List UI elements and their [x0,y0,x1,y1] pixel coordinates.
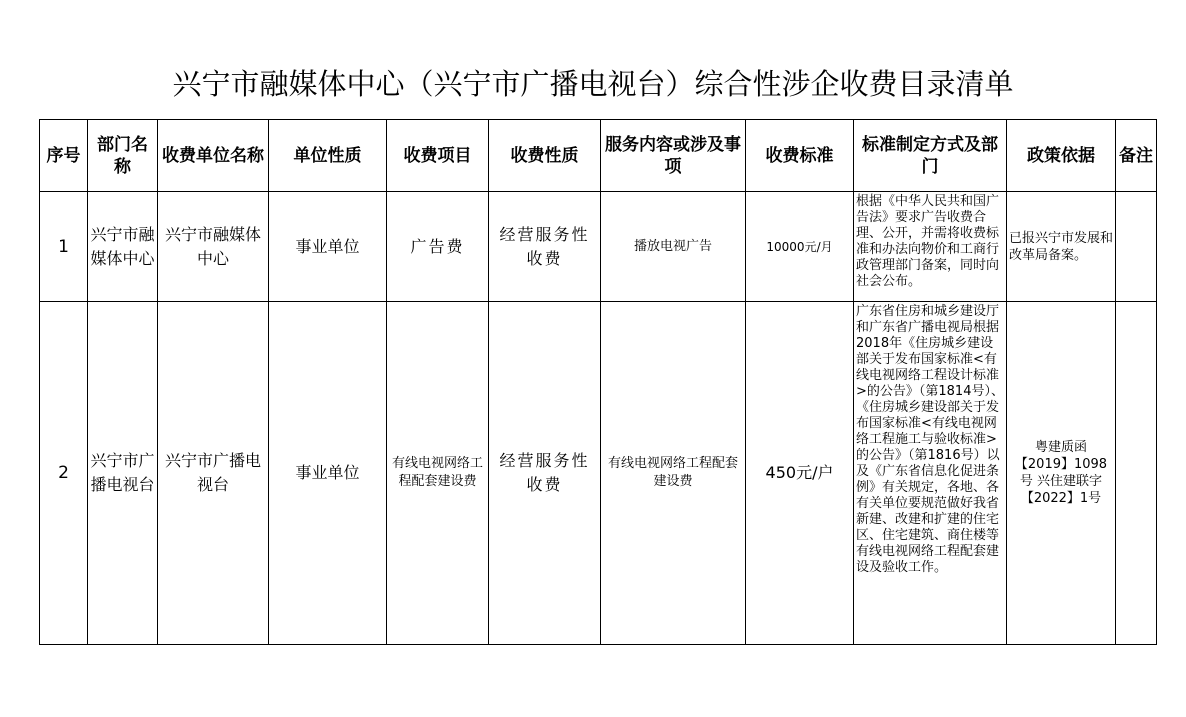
cell-nature: 事业单位 [269,192,387,302]
cell-item: 有线电视网络工程配套建设费 [387,302,489,645]
header-remark: 备注 [1116,120,1157,192]
cell-standard: 450元/户 [746,302,854,645]
table-row [40,302,1157,645]
header-unit: 收费单位名称 [158,120,269,192]
cell-unit: 兴宁市融媒体中心 [158,192,269,302]
cell-method: 广东省住房和城乡建设厅和广东省广播电视局根据2018年《住房城乡建设部关于发布国家标准<有线电视网络工程设计标准>的公告》（第1814号）、《住房城乡建设部关于发布国家标准<有线电视网络工程施工与验收标准>的公告》（第1816号）以及《广东省信息化促进条例》有关规定，各地、各有关单位要规范做好我省新建、改建和扩建的住宅区、住宅建筑、商住楼等有线电视网络工程配套建设及验收工作。 [854,302,1007,645]
header-service: 服务内容或涉及事项 [601,120,746,192]
cell-dept: 兴宁市融媒体中心 [88,192,158,302]
page-title: 兴宁市融媒体中心（兴宁市广播电视台）综合性涉企收费目录清单 [172,67,1014,101]
header-nature: 单位性质 [269,120,387,192]
cell-dept: 兴宁市广播电视台 [88,302,158,645]
cell-fee-nature: 经营服务性收费 [489,192,601,302]
cell-service: 播放电视广告 [601,192,746,302]
cell-policy: 已报兴宁市发展和改革局备案。 [1007,192,1116,302]
header-dept: 部门名称 [88,120,158,192]
header-row [40,120,1157,192]
cell-seq: 1 [40,192,88,302]
cell-item: 广告费 [387,192,489,302]
cell-fee-nature: 经营服务性收费 [489,302,601,645]
header-fee-nature: 收费性质 [489,120,601,192]
header-standard: 收费标准 [746,120,854,192]
header-policy: 政策依据 [1007,120,1116,192]
cell-remark [1116,192,1157,302]
cell-nature: 事业单位 [269,302,387,645]
cell-seq: 2 [40,302,88,645]
cell-remark [1116,302,1157,645]
table-row [40,192,1157,302]
header-method: 标准制定方式及部门 [854,120,1007,192]
header-item: 收费项目 [387,120,489,192]
header-seq: 序号 [40,120,88,192]
cell-policy: 粤建质函【2019】1098号 兴住建联字【2022】1号 [1007,302,1116,645]
cell-service: 有线电视网络工程配套建设费 [601,302,746,645]
cell-unit: 兴宁市广播电视台 [158,302,269,645]
fee-table [39,119,1157,645]
cell-standard: 10000元/月 [746,192,854,302]
cell-method: 根据《中华人民共和国广告法》要求广告收费合理、公开，并需将收费标准和办法向物价和工商行政管理部门备案，同时向社会公布。 [854,192,1007,302]
